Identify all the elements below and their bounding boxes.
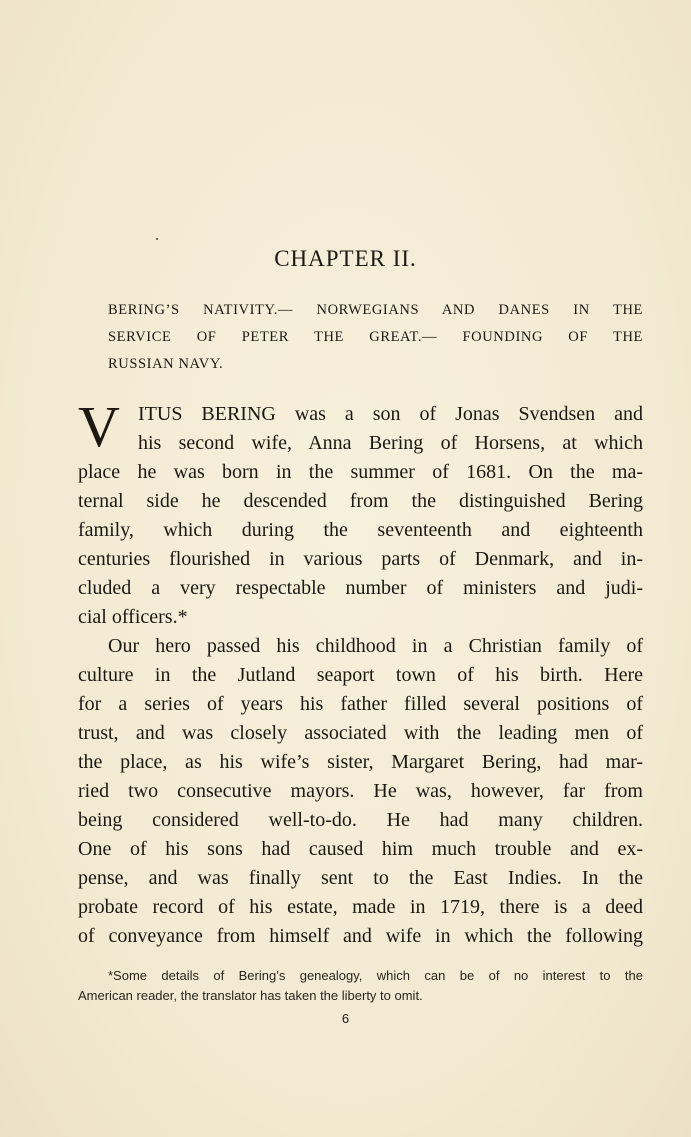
body-text	[78, 394, 643, 951]
summary-line: RUSSIAN NAVY.	[108, 356, 224, 372]
chapter-title: CHAPTER II.	[274, 246, 417, 271]
text-line: ternal side he descended from the distinguished Bering	[78, 490, 643, 512]
print-speck	[156, 238, 158, 240]
drop-cap: V	[78, 394, 120, 459]
text-line: probate record of his estate, made in 1719, there is a deed	[78, 896, 643, 918]
footnote-line: *Some details of Bering’s genealogy, which can be of no interest to the	[108, 968, 643, 983]
text-line: Our hero passed his childhood in a Christian family of	[108, 635, 643, 657]
text-line: ITUS BERING was a son of Jonas Svendsen and	[138, 403, 643, 425]
text-line: culture in the Jutland seaport town of his birth. Here	[78, 664, 643, 686]
summary-line: SERVICE OF PETER THE GREAT.— FOUNDING OF THE	[108, 329, 643, 345]
text-line: for a series of years his father filled several positions of	[78, 693, 643, 715]
text-line: cluded a very respectable number of ministers and judi-	[78, 577, 643, 599]
paragraph-2	[78, 632, 643, 951]
footnote	[78, 966, 643, 1006]
chapter-summary	[78, 297, 643, 378]
paragraph-1	[78, 394, 643, 632]
text-line: One of his sons had caused him much trouble and ex-	[78, 838, 643, 860]
text-line: ried two consecutive mayors. He was, however, far from	[78, 780, 643, 802]
text-line: place he was born in the summer of 1681. On the ma-	[78, 461, 643, 483]
page-number: 6	[341, 1011, 350, 1026]
text-line: family, which during the seventeenth and eighteenth	[78, 519, 643, 541]
text-line: trust, and was closely associated with the leading men of	[78, 722, 643, 744]
summary-line: BERING’S NATIVITY.— NORWEGIANS AND DANES IN THE	[108, 302, 643, 318]
footnote-line: American reader, the translator has taken the liberty to omit.	[78, 988, 423, 1003]
text-line: being considered well-to-do. He had many children.	[78, 809, 643, 831]
text-line: the place, as his wife’s sister, Margaret Bering, had mar-	[78, 751, 643, 773]
text-line: of conveyance from himself and wife in which the following	[78, 925, 643, 947]
text-line: pense, and was finally sent to the East Indies. In the	[78, 867, 643, 889]
text-line: cial officers.*	[78, 606, 188, 628]
text-line: his second wife, Anna Bering of Horsens, at which	[138, 432, 643, 454]
text-line: centuries flourished in various parts of Denmark, and in-	[78, 548, 643, 570]
